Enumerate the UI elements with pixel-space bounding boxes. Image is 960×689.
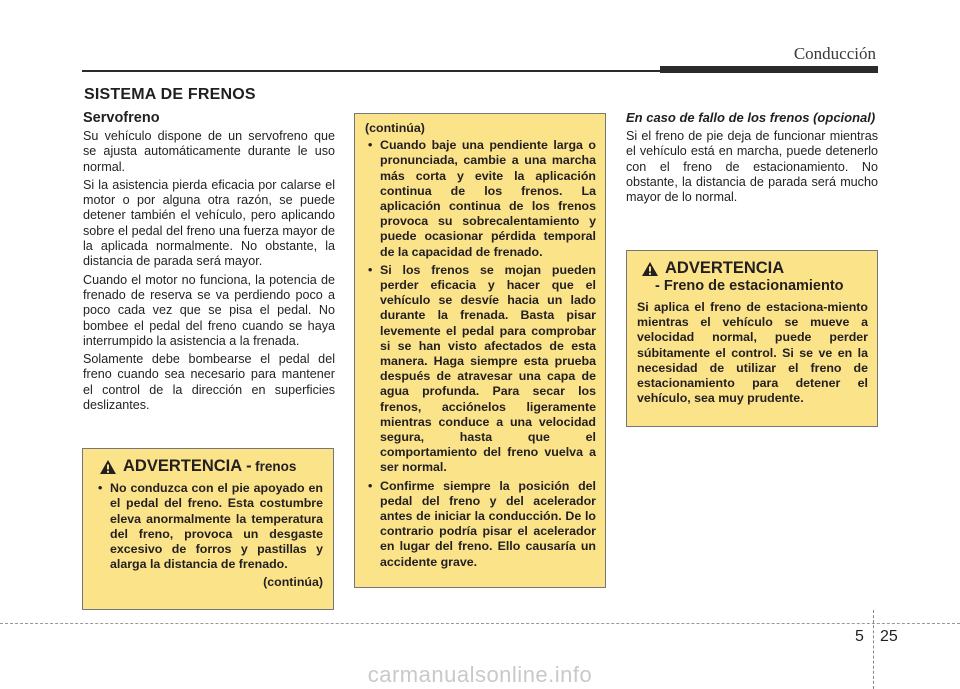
- warning-item: • Cuando baje una pendiente larga o pronunciada, cambie a una marcha más corta y evite la aplicación continua de los frenos. La aplicación continua de los frenos provoca su sobrecalentamiento y puede ocasionar pérdida temporal de la capacidad de frenado.: [365, 138, 596, 260]
- header-rule-thin: [82, 70, 660, 72]
- paragraph: Solamente debe bombearse el pedal del freno cuando sea necesario para mantener el control de la dirección en superficies deslizantes.: [83, 352, 335, 413]
- header-rule-thick: [660, 66, 878, 73]
- warning-triangle-icon: [641, 261, 659, 277]
- warning-triangle-icon: [99, 459, 117, 475]
- column-fallo-frenos: [626, 110, 878, 208]
- paragraph: Su vehículo dispone de un servofreno que se ajusta automáticamente durante le uso normal.: [83, 129, 335, 174]
- warning-title-topic: frenos: [255, 459, 297, 474]
- footer-rule: [0, 623, 960, 624]
- servofreno-heading: Servofreno: [83, 110, 160, 126]
- continued-label: (continúa): [263, 575, 323, 590]
- paragraph: Cuando el motor no funciona, la potencia de frenado de reserva se va perdiendo poco a poco cada vez que se pisa el pedal. No bombee el pedal del freno cuando se haya interrumpido la asistencia a la frenada.: [83, 272, 335, 348]
- paragraph: Si la asistencia pierda eficacia por calarse el motor o por alguna otra razón, se puede detener también el vehículo, pero aplicando sobre el pedal del freno una fuerza mayor de la aplicada normalmente. No obstante, la distancia de parada será mayor.: [83, 177, 335, 269]
- warning-box-estacionamiento: [626, 250, 878, 427]
- fallo-heading: En caso de fallo de los frenos (opcional): [626, 110, 876, 125]
- watermark: carmanualsonline.info: [367, 662, 593, 687]
- warning-item: • Si los frenos se mojan pueden perder eficacia y hacer que el vehículo se desvíe hacia un lado durante la frenada. Basta pisar levemente el pedal para comprobar si se han visto afectados de esta manera. Haga siempre esta prueba después de atravesar una capa de agua profunda. Para secar los frenos, acciónelos ligeramente mientras conduce a una velocidad segura, hasta que el comportamiento del freno vuelva a ser normal.: [365, 263, 596, 476]
- column-servofreno: [83, 110, 335, 416]
- warning-subtitle: - Freno de estacionamiento: [655, 278, 844, 294]
- warning-title: [95, 457, 323, 475]
- chapter-title: Conducción: [793, 44, 876, 63]
- warning-box-frenos: [82, 448, 334, 610]
- page-number: 25: [880, 628, 898, 645]
- warning-box-continued: [354, 113, 606, 588]
- paragraph: Si el freno de pie deja de funcionar mientras el vehículo está en marcha, puede detenerlo con el freno de estacionamiento. No obstante, la distancia de parada será mucho mayor de lo normal.: [626, 129, 878, 205]
- section-title: SISTEMA DE FRENOS: [84, 86, 256, 103]
- warning-title-text: ADVERTENCIA -: [123, 457, 252, 475]
- warning-title-text: ADVERTENCIA: [665, 259, 785, 277]
- warning-text: Si aplica el freno de estaciona-miento mientras el vehículo se mueve a velocidad normal, puede perder súbitamente el control. Si se ve en la necesidad de utilizar el freno de estacionamiento para detener el vehículo, sea muy prudente.: [637, 300, 868, 406]
- warning-item: • Confirme siempre la posición del pedal del freno y del acelerador antes de iniciar la conducción. De lo contrario podría pisar el acelerador en lugar del freno. Ello causaría un accidente grave.: [365, 479, 596, 570]
- continued-header: (continúa): [365, 121, 425, 135]
- warning-item: • No conduzca con el pie apoyado en el pedal del freno. Esta costumbre eleva anormalmente la temperatura del freno, provoca un desgaste excesivo de forros y pastillas y alarga la distancia de frenado.: [95, 481, 323, 572]
- chapter-number: 5: [855, 628, 864, 645]
- warning-title: [637, 259, 868, 277]
